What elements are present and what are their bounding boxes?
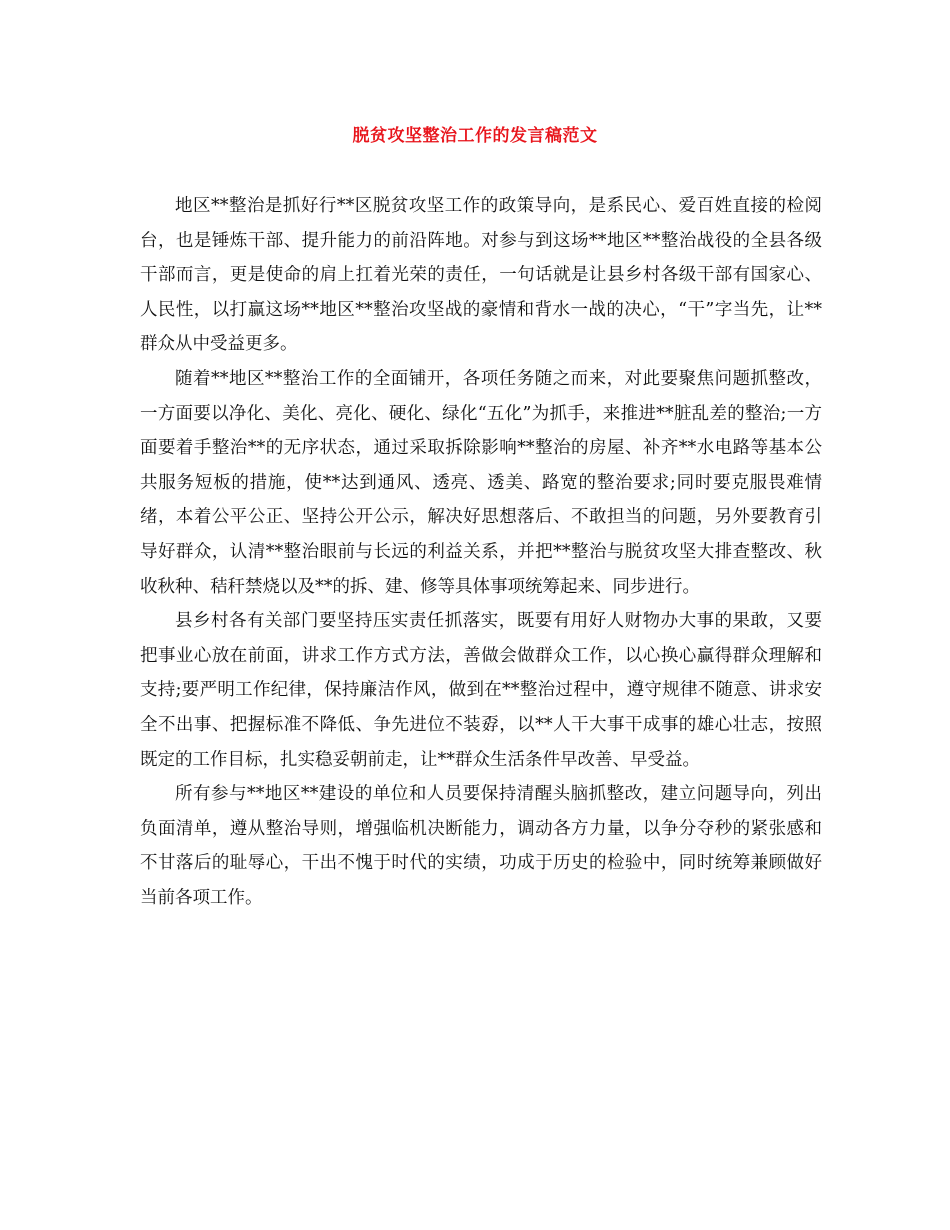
paragraph-2: 随着**地区**整治工作的全面铺开，各项任务随之而来，对此要聚焦问题抓整改，一方面要以净化、美化、亮化、硬化、绿化“五化”为抓手，来推进**脏乱差的整治;一方面要着手整治**的无序状态，通过采取拆除影响**整治的房屋、补齐**水电路等基本公共服务短板的措施，使**达到通风、透亮、透美、路宽的整治要求;同时要克服畏难情绪，本着公平公正、坚持公开公示，解决好思想落后、不敢担当的问题，另外要教育引导好群众，认清**整治眼前与长远的利益关系，并把**整治与脱贫攻坚大排查整改、秋收秋种、秸秆禁烧以及**的拆、建、修等具体事项统筹起来、同步进行。	[140, 368, 822, 597]
paragraph-4: 所有参与**地区**建设的单位和人员要保持清醒头脑抓整改，建立问题导向，列出负面清单，遵从整治导则，增强临机决断能力，调动各方力量，以争分夺秒的紧张感和不甘落后的耻辱心，干出不愧于时代的实绩，功成于历史的检验中，同时统筹兼顾做好当前各项工作。	[140, 784, 822, 908]
paragraph-3: 县乡村各有关部门要坚持压实责任抓落实，既要有用好人财物办大事的果敢，又要把事业心放在前面，讲求工作方式方法，善做会做群众工作，以心换心赢得群众理解和支持;要严明工作纪律，保持廉洁作风，做到在**整治过程中，遵守规律不随意、讲求安全不出事、把握标准不降低、争先进位不装孬，以**人干大事干成事的雄心壮志，按照既定的工作目标，扎实稳妥朝前走，让**群众生活条件早改善、早受益。	[140, 611, 822, 770]
document-body	[140, 189, 822, 915]
document-title: 脱贫攻坚整治工作的发言稿范文	[352, 126, 598, 146]
paragraph-1: 地区**整治是抓好行**区脱贫攻坚工作的政策导向，是系民心、爱百姓直接的检阅台，也是锤炼干部、提升能力的前沿阵地。对参与到这场**地区**整治战役的全县各级干部而言，更是使命的肩上扛着光荣的责任，一句话就是让县乡村各级干部有国家心、人民性，以打赢这场**地区**整治攻坚战的豪情和背水一战的决心，“干”字当先，让**群众从中受益更多。	[140, 196, 822, 355]
